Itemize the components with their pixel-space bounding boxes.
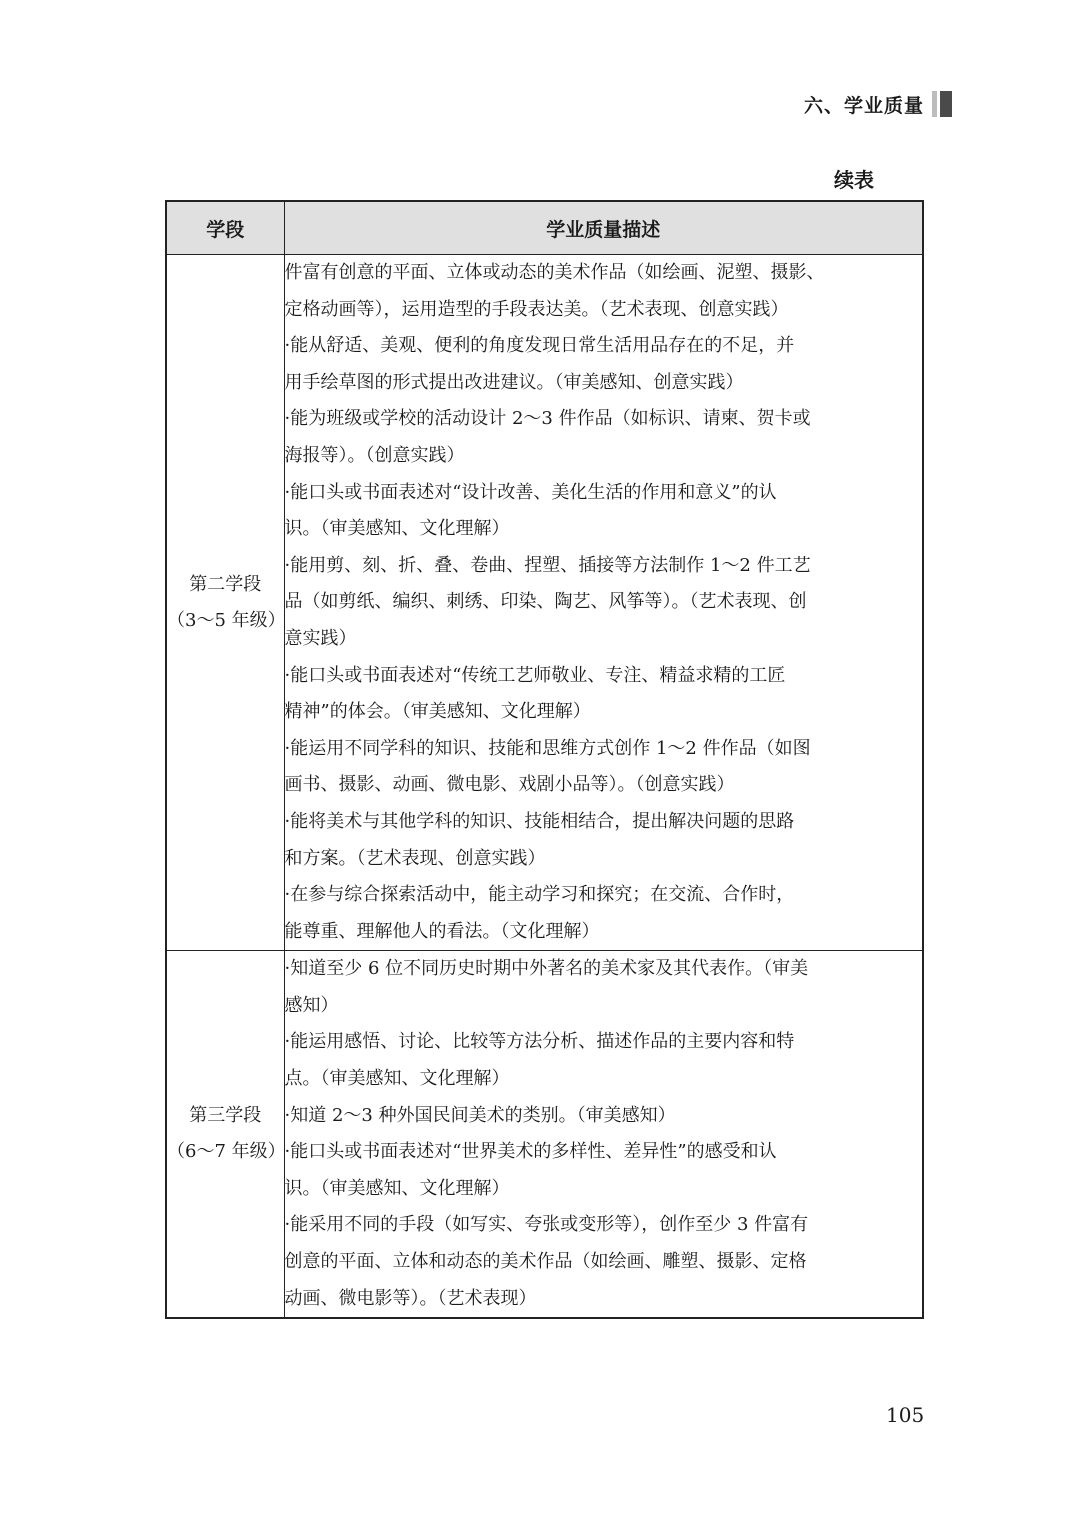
table-row — [166, 951, 923, 1318]
page-number: 105 — [886, 1403, 925, 1427]
header-bars-decoration — [932, 91, 952, 117]
description-line: 能尊重、理解他人的看法。（文化理解） — [284, 920, 600, 942]
description-line: 意实践） — [284, 627, 357, 649]
description-line: ·能运用不同学科的知识、技能和思维方式创作 1～2 件作品（如图 — [284, 737, 811, 759]
running-header — [804, 88, 952, 120]
column-header-description: 学业质量描述 — [284, 201, 923, 255]
table-header-row — [166, 201, 923, 255]
table-row — [166, 255, 923, 951]
description-line: ·能运用感悟、讨论、比较等方法分析、描述作品的主要内容和特 — [284, 1031, 795, 1053]
description-line: ·能将美术与其他学科的知识、技能相结合，提出解决问题的思路 — [284, 810, 795, 832]
description-line: 识。（审美感知、文化理解） — [284, 518, 510, 540]
description-line: 品（如剪纸、编织、刺绣、印染、陶艺、风筝等）。（艺术表现、创 — [284, 591, 807, 613]
description-line: ·能采用不同的手段（如写实、夸张或变形等），创作至少 3 件富有 — [284, 1214, 809, 1236]
description-line: 识。（审美感知、文化理解） — [284, 1177, 510, 1199]
description-line: 件富有创意的平面、立体或动态的美术作品（如绘画、泥塑、摄影、 — [284, 262, 825, 283]
description-line: ·能从舒适、美观、便利的角度发现日常生活用品存在的不足，并 — [284, 335, 795, 357]
description-line: ·知道 2～3 种外国民间美术的类别。（审美感知） — [284, 1104, 676, 1126]
description-line: 精神”的体会。（审美感知、文化理解） — [284, 701, 591, 723]
header-bar-light — [932, 91, 937, 117]
description-cell — [284, 951, 923, 1318]
stage-cell — [166, 255, 284, 951]
description-line: 用手绘草图的形式提出改进建议。（审美感知、创意实践） — [284, 371, 744, 393]
description-line: 画书、摄影、动画、微电影、戏剧小品等）。（创意实践） — [284, 774, 735, 796]
description-line: ·能口头或书面表述对“世界美术的多样性、差异性”的感受和认 — [284, 1141, 777, 1163]
description-line: 定格动画等），运用造型的手段表达美。（艺术表现、创意实践） — [284, 298, 789, 320]
section-title: 六、学业质量 — [803, 94, 924, 117]
description-line: 海报等）。（创意实践） — [284, 444, 465, 466]
stage-grades: （6～7 年级） — [167, 1141, 286, 1163]
description-line: ·能口头或书面表述对“设计改善、美化生活的作用和意义”的认 — [284, 481, 777, 503]
header-bar-dark — [940, 91, 952, 117]
description-line: ·在参与综合探索活动中，能主动学习和探究；在交流、合作时， — [284, 884, 795, 906]
description-line: 点。（审美感知、文化理解） — [284, 1068, 510, 1090]
quality-table — [165, 200, 924, 1319]
stage-cell — [166, 951, 284, 1318]
description-line: 创意的平面、立体和动态的美术作品（如绘画、雕塑、摄影、定格 — [284, 1251, 807, 1273]
continued-table-label: 续表 — [834, 168, 874, 192]
description-line: ·能为班级或学校的活动设计 2～3 件作品（如标识、请柬、贺卡或 — [284, 408, 811, 430]
description-line: 动画、微电影等）。（艺术表现） — [284, 1287, 537, 1309]
stage-name: 第二学段 — [189, 573, 262, 595]
description-line: ·能用剪、刻、折、叠、卷曲、捏塑、插接等方法制作 1～2 件工艺 — [284, 554, 811, 576]
column-header-stage: 学段 — [166, 201, 284, 255]
description-line: ·知道至少 6 位不同历史时期中外著名的美术家及其代表作。（审美 — [284, 958, 809, 980]
description-cell — [284, 255, 923, 951]
description-line: ·能口头或书面表述对“传统工艺师敬业、专注、精益求精的工匠 — [284, 664, 786, 686]
description-line: 和方案。（艺术表现、创意实践） — [284, 847, 546, 869]
stage-grades: （3～5 年级） — [167, 609, 286, 631]
stage-name: 第三学段 — [189, 1105, 262, 1127]
description-line: 感知） — [284, 994, 339, 1016]
